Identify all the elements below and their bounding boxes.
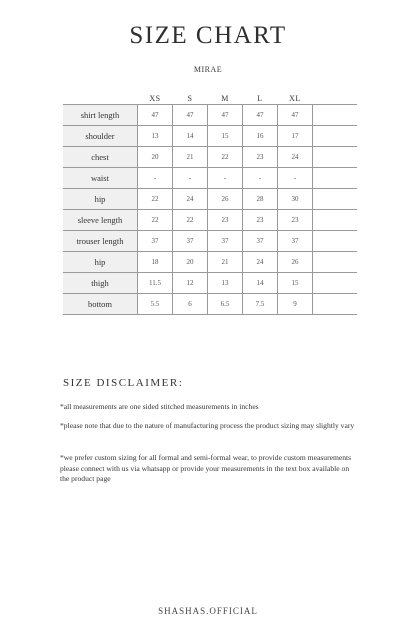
measurement-value: 5.5 xyxy=(138,294,173,315)
measurement-value: 37 xyxy=(243,231,278,252)
measurement-value: 15 xyxy=(208,126,243,147)
row-edge-cell xyxy=(313,273,358,294)
measurement-label: shirt length xyxy=(63,105,138,126)
product-name: MIRAE xyxy=(193,65,223,74)
measurement-label: waist xyxy=(63,168,138,189)
row-edge-cell xyxy=(313,210,358,231)
disclaimer-title: SIZE DISCLAIMER: xyxy=(63,377,184,389)
disclaimer-item: *we prefer custom sizing for all formal and semi-formal wear, to provide custom measurements please connect with us via whatsapp or provide your measurements in the text box available on the product page xyxy=(60,453,352,483)
measurement-value: 21 xyxy=(208,252,243,273)
measurement-value: 23 xyxy=(278,210,313,231)
row-edge-cell xyxy=(313,147,358,168)
measurement-value: - xyxy=(138,168,173,189)
measurement-value: 22 xyxy=(138,210,173,231)
measurement-value: 21 xyxy=(173,147,208,168)
header-edge-cell xyxy=(313,92,358,105)
measurement-value: 14 xyxy=(243,273,278,294)
measurement-value: 47 xyxy=(278,105,313,126)
measurement-value: 47 xyxy=(173,105,208,126)
measurement-label: hip xyxy=(63,189,138,210)
table-row xyxy=(63,168,357,189)
measurement-value: 14 xyxy=(173,126,208,147)
disclaimer-item: *all measurements are one sided stitched measurements in inches xyxy=(60,402,259,411)
page-title: SIZE CHART xyxy=(129,22,287,49)
size-header-m: M xyxy=(208,92,243,105)
measurement-value: - xyxy=(243,168,278,189)
measurement-value: 24 xyxy=(243,252,278,273)
size-chart-table xyxy=(63,92,357,315)
measurement-value: 20 xyxy=(138,147,173,168)
table-row xyxy=(63,294,357,315)
measurement-value: 24 xyxy=(173,189,208,210)
row-edge-cell xyxy=(313,126,358,147)
measurement-value: 37 xyxy=(173,231,208,252)
size-header-s: S xyxy=(173,92,208,105)
measurement-value: 37 xyxy=(278,231,313,252)
measurement-value: 37 xyxy=(138,231,173,252)
measurement-value: 26 xyxy=(208,189,243,210)
measurement-label: hip xyxy=(63,252,138,273)
row-edge-cell xyxy=(313,168,358,189)
table-row xyxy=(63,252,357,273)
size-header-xs: XS xyxy=(138,92,173,105)
header-blank-cell xyxy=(63,92,138,105)
measurement-value: 11.5 xyxy=(138,273,173,294)
measurement-value: 6.5 xyxy=(208,294,243,315)
measurement-value: 47 xyxy=(208,105,243,126)
measurement-value: 12 xyxy=(173,273,208,294)
measurement-value: 30 xyxy=(278,189,313,210)
row-edge-cell xyxy=(313,189,358,210)
measurement-value: 9 xyxy=(278,294,313,315)
measurement-label: bottom xyxy=(63,294,138,315)
measurement-label: chest xyxy=(63,147,138,168)
measurement-value: 26 xyxy=(278,252,313,273)
measurement-value: 13 xyxy=(138,126,173,147)
size-table-body xyxy=(63,105,357,315)
row-edge-cell xyxy=(313,231,358,252)
measurement-value: 28 xyxy=(243,189,278,210)
size-header-l: L xyxy=(243,92,278,105)
measurement-value: 22 xyxy=(208,147,243,168)
measurement-value: 6 xyxy=(173,294,208,315)
measurement-label: thigh xyxy=(63,273,138,294)
measurement-value: 17 xyxy=(278,126,313,147)
measurement-value: 22 xyxy=(138,189,173,210)
measurement-value: 20 xyxy=(173,252,208,273)
measurement-value: 47 xyxy=(243,105,278,126)
measurement-value: 15 xyxy=(278,273,313,294)
size-header-xl: XL xyxy=(278,92,313,105)
measurement-value: 18 xyxy=(138,252,173,273)
measurement-value: 23 xyxy=(243,147,278,168)
measurement-value: 16 xyxy=(243,126,278,147)
row-edge-cell xyxy=(313,294,358,315)
table-row xyxy=(63,231,357,252)
measurement-value: 22 xyxy=(173,210,208,231)
table-row xyxy=(63,105,357,126)
measurement-value: 24 xyxy=(278,147,313,168)
table-row xyxy=(63,273,357,294)
row-edge-cell xyxy=(313,252,358,273)
disclaimer-item: *please note that due to the nature of manufacturing process the product sizing may slightly vary xyxy=(60,421,355,430)
row-edge-cell xyxy=(313,105,358,126)
measurement-value: 37 xyxy=(208,231,243,252)
measurement-value: - xyxy=(208,168,243,189)
table-row xyxy=(63,189,357,210)
table-row xyxy=(63,210,357,231)
measurement-label: trouser length xyxy=(63,231,138,252)
measurement-value: 13 xyxy=(208,273,243,294)
measurement-value: 23 xyxy=(243,210,278,231)
measurement-value: 7.5 xyxy=(243,294,278,315)
measurement-value: 23 xyxy=(208,210,243,231)
table-row xyxy=(63,147,357,168)
measurement-value: 47 xyxy=(138,105,173,126)
measurement-label: shoulder xyxy=(63,126,138,147)
measurement-label: sleeve length xyxy=(63,210,138,231)
brand-footer: SHASHAS.OFFICIAL xyxy=(158,606,258,616)
measurement-value: - xyxy=(173,168,208,189)
size-header-row xyxy=(63,92,357,105)
table-row xyxy=(63,126,357,147)
measurement-value: - xyxy=(278,168,313,189)
